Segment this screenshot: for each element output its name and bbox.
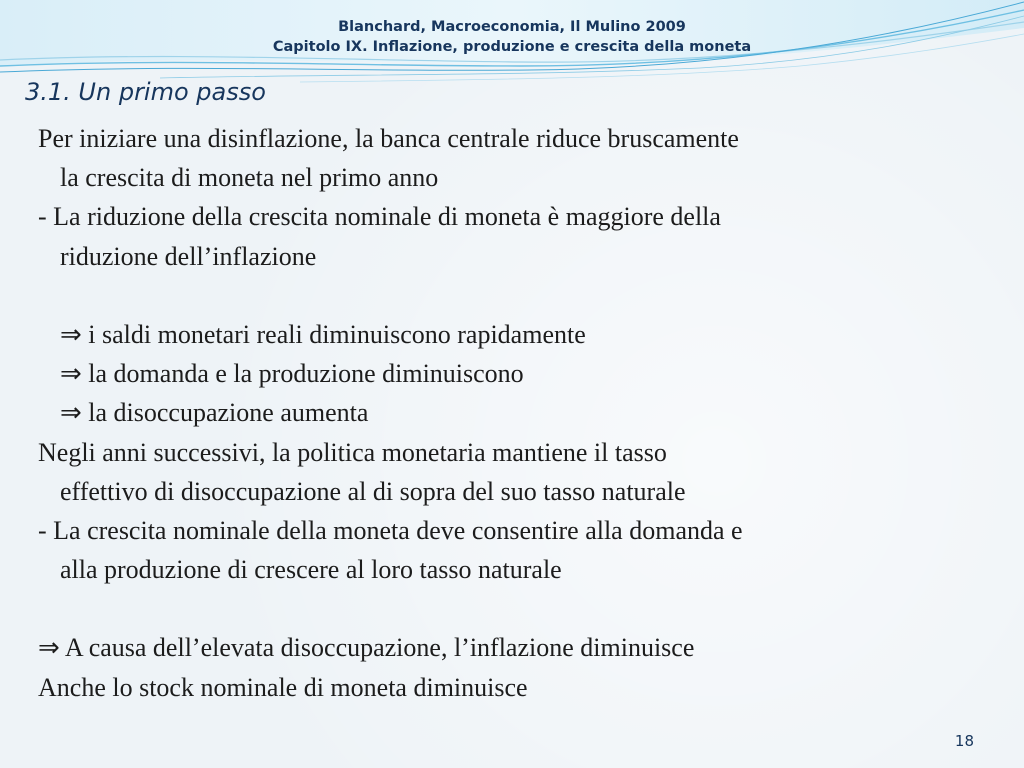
- body-line: ⇒ la domanda e la produzione diminuiscono: [60, 359, 524, 389]
- page-number: 18: [954, 732, 974, 750]
- body-line: Anche lo stock nominale di moneta diminuisce: [38, 672, 528, 702]
- body-line: ⇒ i saldi monetari reali diminuiscono rapidamente: [60, 319, 586, 349]
- body-line: - La riduzione della crescita nominale di moneta è maggiore della: [38, 202, 721, 232]
- section-title: 3.1. Un primo passo: [25, 78, 266, 106]
- body-line: la crescita di moneta nel primo anno: [60, 163, 439, 193]
- blank-line: [38, 589, 1008, 628]
- body-line: alla produzione di crescere al loro tasso naturale: [60, 555, 562, 585]
- blank-line: [38, 276, 1008, 315]
- slide-header: [0, 17, 1024, 57]
- header-chapter-title: Capitolo IX. Inflazione, produzione e crescita della moneta: [272, 39, 752, 55]
- body-line: effettivo di disoccupazione al di sopra del suo tasso naturale: [60, 476, 686, 506]
- body-line: riduzione dell’inflazione: [60, 241, 317, 271]
- body-line: - La crescita nominale della moneta deve consentire alla domanda e: [38, 515, 743, 545]
- body-line: Per iniziare una disinflazione, la banca centrale riduce bruscamente: [38, 124, 739, 153]
- header-book-reference: Blanchard, Macroeconomia, Il Mulino 2009: [338, 19, 686, 35]
- body-line: ⇒ la disoccupazione aumenta: [60, 398, 369, 428]
- body-line: Negli anni successivi, la politica monetaria mantiene il tasso: [38, 437, 667, 467]
- body-line: ⇒ A causa dell’elevata disoccupazione, l’inflazione diminuisce: [38, 633, 695, 663]
- slide-body: [38, 119, 1008, 707]
